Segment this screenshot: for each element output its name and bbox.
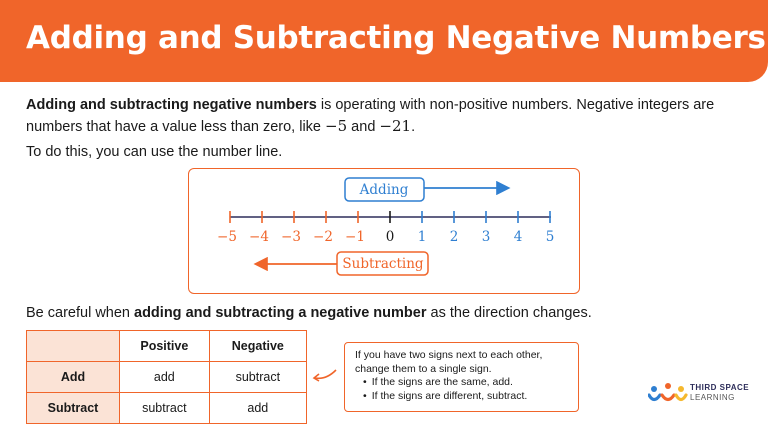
intro-end: . bbox=[411, 119, 416, 135]
example-minus-5: −5 bbox=[325, 117, 348, 135]
number-line-tick-label: −1 bbox=[345, 229, 365, 245]
list-item: • If the signs are the same, add. bbox=[363, 376, 568, 390]
number-line-tick-label: −3 bbox=[281, 229, 301, 245]
number-line-tick-label: 0 bbox=[385, 229, 395, 245]
number-line-tick-label: −5 bbox=[217, 229, 237, 245]
intro-bold-lead: Adding and subtracting negative numbers bbox=[26, 97, 317, 113]
number-line-tick-label: 5 bbox=[545, 229, 555, 245]
number-line-tick-label: −4 bbox=[249, 229, 269, 245]
header-negative: Negative bbox=[209, 331, 306, 362]
intro-and: and bbox=[347, 119, 380, 135]
careful-bold: adding and subtracting a negative number bbox=[134, 305, 427, 321]
table-row bbox=[27, 393, 307, 424]
number-line-svg bbox=[189, 169, 581, 295]
table-cell: add bbox=[120, 362, 210, 393]
careful-post: as the direction changes. bbox=[426, 305, 592, 321]
number-line-tick-label: 1 bbox=[417, 229, 427, 245]
number-line-tick-label: 2 bbox=[449, 229, 459, 245]
pointer-arrow-icon bbox=[312, 368, 338, 386]
careful-note bbox=[26, 305, 592, 321]
logo-line-2: LEARNING bbox=[690, 393, 735, 402]
number-line-tick-label: −2 bbox=[313, 229, 333, 245]
tip-text: If you have two signs next to each other, change them to a single sign. bbox=[355, 349, 543, 375]
page-title: Adding and Subtracting Negative Numbers bbox=[26, 20, 766, 56]
intro-text: is operating with non-positive numbers. Negative integers are numbers that have a value less than zero, like bbox=[26, 97, 715, 135]
table-cell: add bbox=[209, 393, 306, 424]
example-minus-21: −21 bbox=[379, 117, 412, 135]
number-line-instruction: To do this, you can use the number line. bbox=[26, 144, 283, 160]
logo-wordmark bbox=[690, 383, 749, 403]
sign-rules-table bbox=[26, 330, 307, 424]
row-label-subtract: Subtract bbox=[27, 393, 120, 424]
tip-list bbox=[355, 376, 568, 403]
table-corner-cell bbox=[27, 331, 120, 362]
number-line-diagram bbox=[188, 168, 580, 294]
number-line-ticks bbox=[217, 211, 554, 245]
table-header-row bbox=[27, 331, 307, 362]
list-item: • If the signs are different, subtract. bbox=[363, 390, 568, 404]
adding-label: Adding bbox=[359, 182, 409, 198]
header-positive: Positive bbox=[120, 331, 210, 362]
number-line-tick-label: 3 bbox=[481, 229, 491, 245]
table-row bbox=[27, 362, 307, 393]
table-cell: subtract bbox=[209, 362, 306, 393]
row-label-add: Add bbox=[27, 362, 120, 393]
header-banner bbox=[0, 0, 768, 82]
careful-pre: Be careful when bbox=[26, 305, 135, 321]
logo-line-1: THIRD SPACE bbox=[690, 383, 750, 392]
tip-box bbox=[344, 342, 579, 412]
table-cell: subtract bbox=[120, 393, 210, 424]
number-line-tick-label: 4 bbox=[513, 229, 523, 245]
subtracting-label: Subtracting bbox=[342, 256, 424, 272]
intro-paragraph bbox=[26, 95, 746, 138]
